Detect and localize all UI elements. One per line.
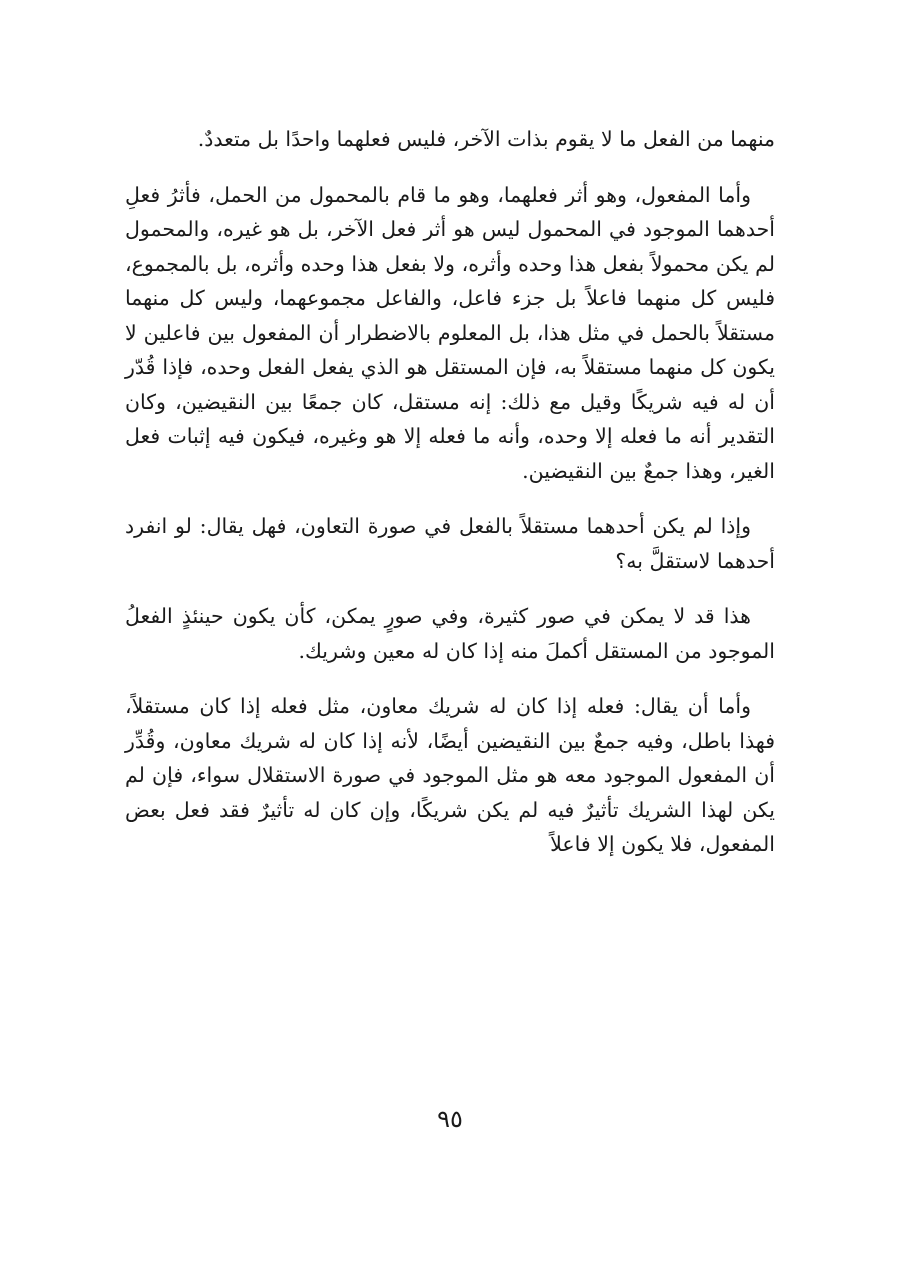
paragraph: وأما أن يقال: فعله إذا كان له شريك معاون، مثل فعله إذا كان مستقلاً، فهذا باطل، وفيه جمعٌ بين النقيضين أيضًا، لأنه إذا كان له شريك معاون، وقُدِّر أن المفعول الموجود معه هو مثل الموجود في صورة الاستقلال سواء، فإن لم يكن لهذا الشريك تأثيرٌ فيه لم يكن شريكًا، وإن كان له تأثيرٌ فقد فعل بعض المفعول، فلا يكون إلا فاعلاً bbox=[125, 694, 775, 856]
paragraph-continuation: منهما من الفعل ما لا يقوم بذات الآخر، فليس فعلهما واحدًا بل متعددٌ. bbox=[197, 127, 775, 151]
page-number: ٩٥ bbox=[437, 1105, 463, 1133]
body-text bbox=[125, 122, 775, 883]
paragraph: هذا قد لا يمكن في صور كثيرة، وفي صورٍ يمكن، كأن يكون حينئذٍ الفعلُ الموجود من المستقل أكملَ منه إذا كان له معين وشريك. bbox=[125, 604, 775, 663]
paragraph: وأما المفعول، وهو أثر فعلهما، وهو ما قام بالمحمول من الحمل، فأثرُ فعلِ أحدهما الموجود في المحمول ليس هو أثر فعل الآخر، بل هو غيره، والمحمول لم يكن محمولاً بفعل هذا وحده وأثره، ولا بفعل هذا وحده وأثره، بل بالمجموع، فليس كل منهما فاعلاً بل جزء فاعل، والفاعل مجموعهما، وليس كل منهما مستقلاً بالحمل في مثل هذا، بل المعلوم بالاضطرار أن المفعول بين فاعلين لا يكون كل منهما مستقلاً به، فإن المستقل هو الذي يفعل الفعل وحده، فإذا قُدّر أن له فيه شريكًا وقيل مع ذلك: إنه مستقل، كان جمعًا بين النقيضين، وكان التقدير أنه ما فعله إلا وحده، وأنه ما فعله إلا هو وغيره، فيكون فيه إثبات فعل الغير، وهذا جمعٌ بين النقيضين. bbox=[125, 182, 775, 483]
paragraph: وإذا لم يكن أحدهما مستقلاً بالفعل في صورة التعاون، فهل يقال: لو انفرد أحدهما لاستقلَّ به؟ bbox=[125, 514, 775, 573]
